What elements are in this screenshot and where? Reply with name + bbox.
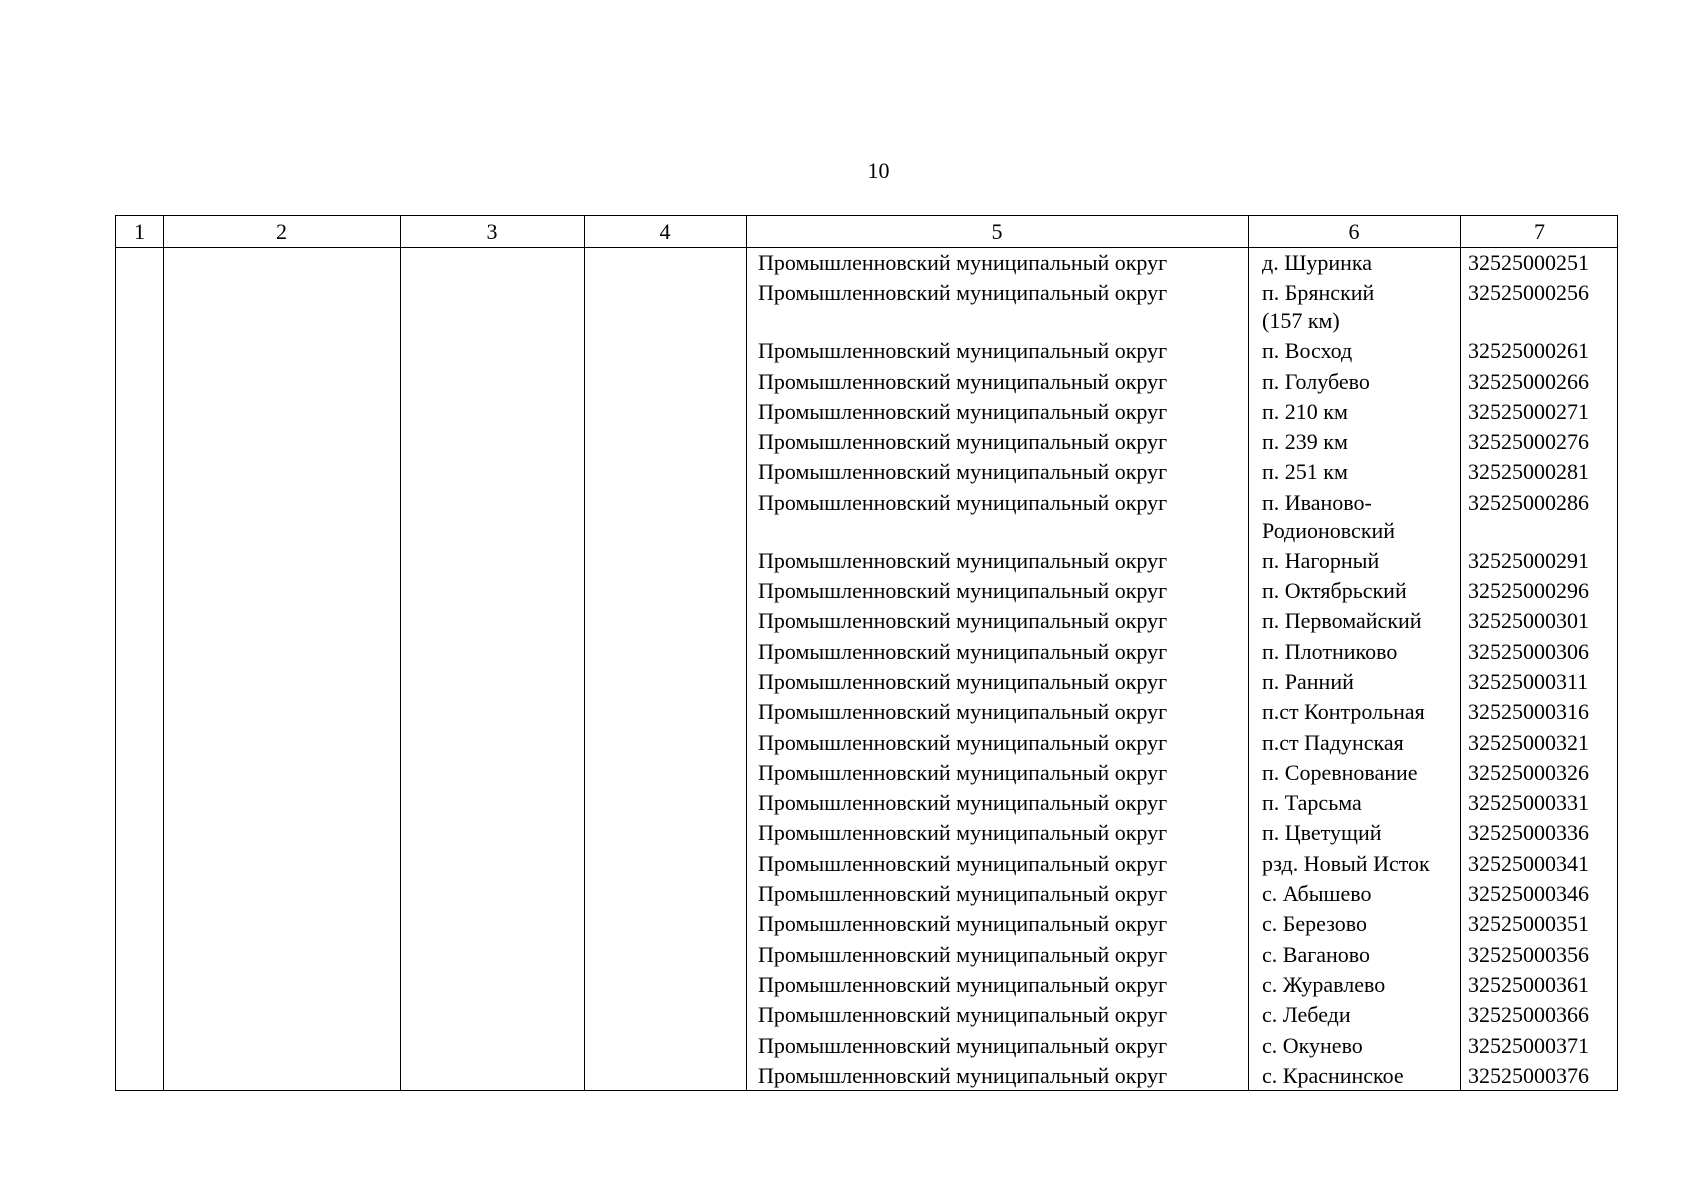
code-cell: 32525000321: [1468, 729, 1589, 755]
header-divider: [116, 247, 1617, 248]
district-cell: Промышленновский муниципальный округ: [758, 489, 1168, 515]
district-cell: Промышленновский муниципальный округ: [758, 547, 1168, 573]
code-cell: 32525000286: [1468, 489, 1589, 515]
settlement-cell: п. 239 км: [1262, 429, 1348, 455]
settlement-cell: п. Голубево: [1262, 368, 1370, 394]
district-cell: Промышленновский муниципальный округ: [758, 790, 1168, 816]
settlement-cell: д. Шуринка: [1262, 250, 1373, 275]
district-cell: Промышленновский муниципальный округ: [758, 250, 1168, 275]
code-cell: 32525000261: [1468, 338, 1589, 364]
code-cell: 32525000356: [1468, 941, 1589, 967]
code-cell: 32525000326: [1468, 759, 1589, 785]
district-cell: Промышленновский муниципальный округ: [758, 398, 1168, 424]
table-row: [116, 729, 1617, 759]
code-cell: 32525000376: [1468, 1062, 1589, 1088]
code-cell: 32525000316: [1468, 699, 1589, 725]
table-row: [116, 789, 1617, 819]
district-cell: Промышленновский муниципальный округ: [758, 941, 1168, 967]
code-cell: 32525000301: [1468, 608, 1589, 634]
code-cell: 32525000291: [1468, 547, 1589, 573]
code-cell: 32525000346: [1468, 881, 1589, 907]
settlement-cell: п. Восход: [1262, 338, 1353, 364]
district-cell: Промышленновский муниципальный округ: [758, 459, 1168, 485]
table-row: [116, 279, 1617, 337]
table-row: [116, 850, 1617, 880]
page-number: 10: [867, 158, 890, 183]
district-cell: Промышленновский муниципальный округ: [758, 280, 1168, 306]
district-cell: Промышленновский муниципальный округ: [758, 429, 1168, 455]
code-cell: 32525000361: [1468, 971, 1589, 997]
district-cell: Промышленновский муниципальный округ: [758, 911, 1168, 937]
district-cell: Промышленновский муниципальный округ: [758, 820, 1168, 846]
settlement-cell: с. Краснинское: [1262, 1062, 1404, 1088]
code-cell: 32525000351: [1468, 911, 1589, 937]
settlement-cell: с. Окунево: [1262, 1032, 1363, 1058]
table-row: [116, 638, 1617, 668]
settlement-cell: с. Березово: [1262, 911, 1367, 937]
settlement-cell: п.ст Падунская: [1262, 729, 1404, 755]
table-row: [116, 398, 1617, 428]
settlement-cell: рзд. Новый Исток: [1262, 850, 1430, 876]
header-col-6: 6: [1348, 219, 1360, 244]
district-cell: Промышленновский муниципальный округ: [758, 971, 1168, 997]
district-cell: Промышленновский муниципальный округ: [758, 881, 1168, 907]
table-row: [116, 547, 1617, 577]
settlement-cell: п. 251 км: [1262, 459, 1348, 485]
district-cell: Промышленновский муниципальный округ: [758, 608, 1168, 634]
settlement-cell: п. Плотниково: [1262, 638, 1398, 664]
header-col-1: 1: [134, 219, 145, 244]
settlement-cell: п. Цветущий: [1262, 820, 1382, 846]
table-row: [116, 698, 1617, 728]
district-cell: Промышленновский муниципальный округ: [758, 759, 1168, 785]
settlement-cell: п. Первомайский: [1262, 608, 1422, 634]
code-cell: 32525000271: [1468, 398, 1589, 424]
district-cell: Промышленновский муниципальный округ: [758, 368, 1168, 394]
district-cell: Промышленновский муниципальный округ: [758, 699, 1168, 725]
code-cell: 32525000266: [1468, 368, 1589, 394]
table-row: [116, 880, 1617, 910]
settlements-table: [115, 215, 1618, 1091]
district-cell: Промышленновский муниципальный округ: [758, 1062, 1168, 1088]
table-row: [116, 577, 1617, 607]
district-cell: Промышленновский муниципальный округ: [758, 338, 1168, 364]
table-row: [116, 971, 1617, 1001]
settlement-cell: с. Журавлево: [1262, 971, 1386, 997]
table-row: [116, 941, 1617, 971]
district-cell: Промышленновский муниципальный округ: [758, 1032, 1168, 1058]
code-cell: 32525000331: [1468, 790, 1589, 816]
district-cell: Промышленновский муниципальный округ: [758, 578, 1168, 604]
district-cell: Промышленновский муниципальный округ: [758, 668, 1168, 694]
settlement-cell: с. Ваганово: [1262, 941, 1371, 967]
settlement-cell: п. Брянский (157 км): [1262, 280, 1375, 334]
code-cell: 32525000256: [1468, 280, 1589, 306]
district-cell: Промышленновский муниципальный округ: [758, 729, 1168, 755]
table-row: [116, 1001, 1617, 1031]
table-row: [116, 489, 1617, 547]
settlement-cell: п.ст Контрольная: [1262, 699, 1425, 725]
table-row: [116, 1032, 1617, 1062]
settlement-cell: п. Иваново-Родионовский: [1262, 489, 1396, 543]
table-body: [116, 249, 1617, 1092]
code-cell: 32525000306: [1468, 638, 1589, 664]
settlement-cell: п. Ранний: [1262, 668, 1354, 694]
code-cell: 32525000251: [1468, 250, 1589, 275]
header-col-4: 4: [659, 219, 671, 244]
district-cell: Промышленновский муниципальный округ: [758, 638, 1168, 664]
table-row: [116, 249, 1617, 279]
table-row: [116, 458, 1617, 488]
code-cell: 32525000276: [1468, 429, 1589, 455]
code-cell: 32525000281: [1468, 459, 1589, 485]
district-cell: Промышленновский муниципальный округ: [758, 1002, 1168, 1028]
settlement-cell: с. Абышево: [1262, 881, 1372, 907]
settlement-cell: п. Тарсьма: [1262, 790, 1362, 816]
settlement-cell: п. Нагорный: [1262, 547, 1380, 573]
table-row: [116, 337, 1617, 367]
district-cell: Промышленновский муниципальный округ: [758, 850, 1168, 876]
table-row: [116, 607, 1617, 637]
settlement-cell: п. Октябрьский: [1262, 578, 1407, 604]
code-cell: 32525000366: [1468, 1002, 1589, 1028]
header-col-3: 3: [486, 219, 498, 244]
code-cell: 32525000341: [1468, 850, 1589, 876]
settlement-cell: п. Соревнование: [1262, 759, 1418, 785]
code-cell: 32525000336: [1468, 820, 1589, 846]
table-row: [116, 759, 1617, 789]
code-cell: 32525000371: [1468, 1032, 1589, 1058]
table-row: [116, 819, 1617, 849]
header-col-7: 7: [1534, 219, 1545, 244]
table-row: [116, 428, 1617, 458]
header-col-2: 2: [276, 219, 287, 244]
table-row: [116, 668, 1617, 698]
settlement-cell: с. Лебеди: [1262, 1002, 1351, 1028]
header-col-5: 5: [991, 219, 1003, 244]
code-cell: 32525000296: [1468, 578, 1589, 604]
table-row: [116, 1062, 1617, 1092]
code-cell: 32525000311: [1468, 668, 1589, 694]
table-row: [116, 910, 1617, 940]
settlement-cell: п. 210 км: [1262, 398, 1348, 424]
table-row: [116, 368, 1617, 398]
